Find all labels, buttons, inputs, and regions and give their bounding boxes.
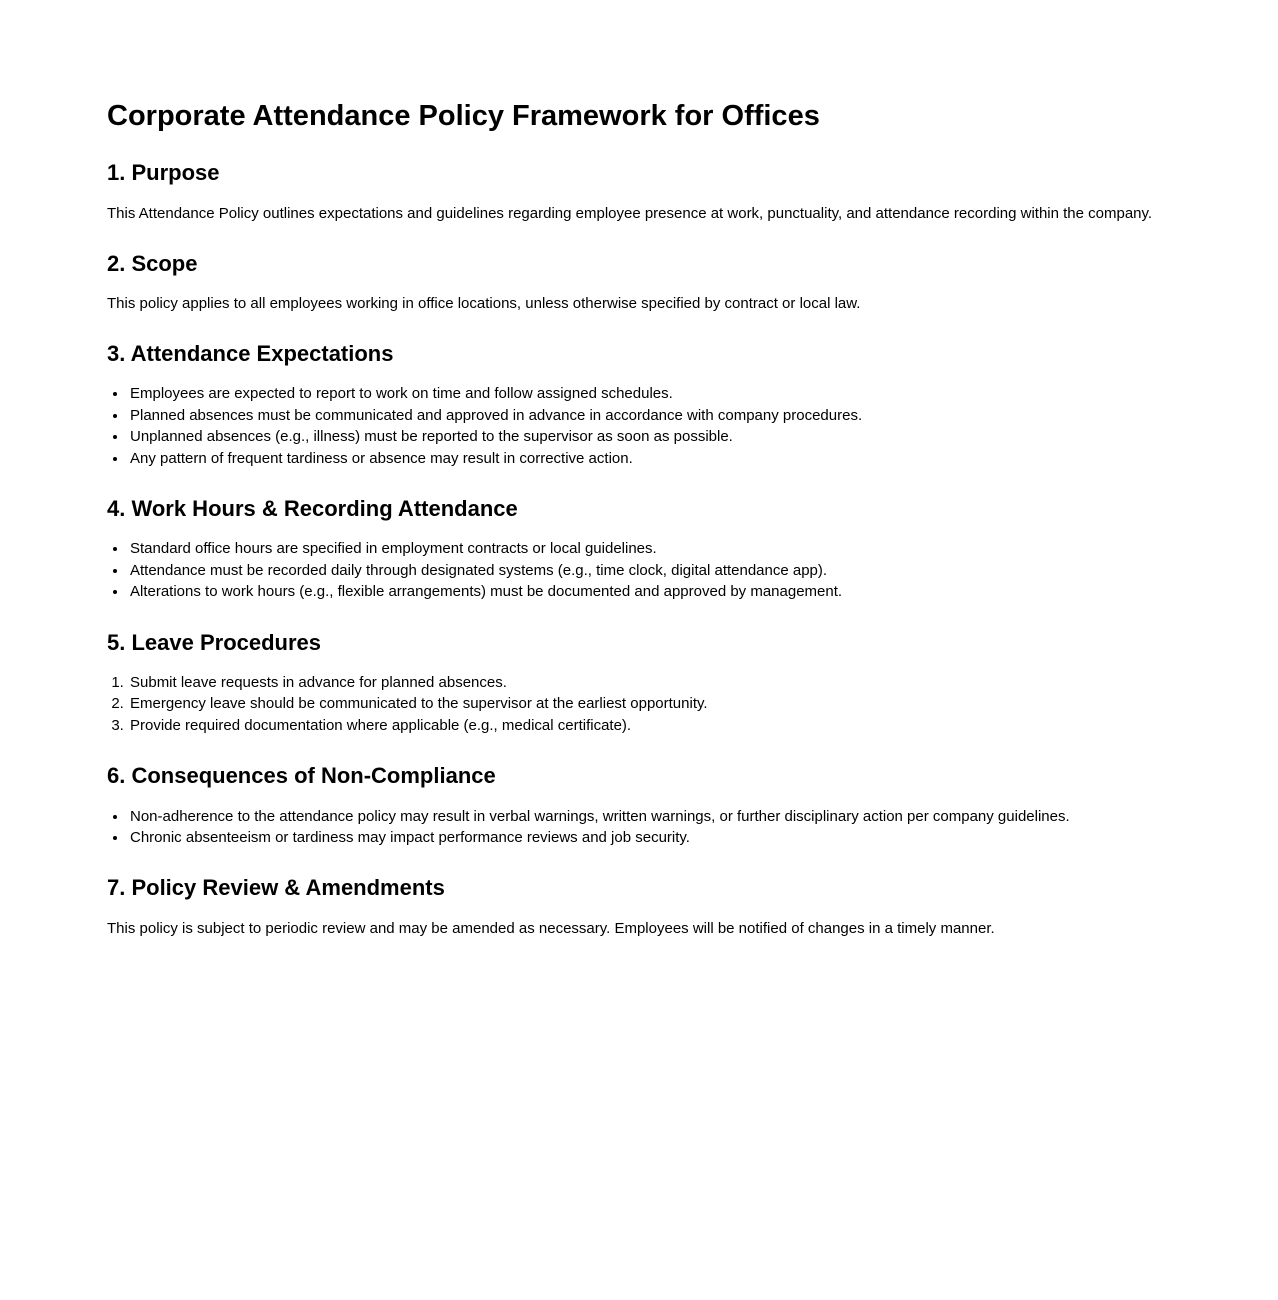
- document-body: [107, 160, 1157, 938]
- section-content: [107, 806, 1157, 849]
- section-content: [107, 203, 1157, 224]
- list-item: • Planned absences must be communicated and approved in advance in accordance with company procedures.: [128, 405, 1157, 426]
- bullet-list: [107, 383, 1157, 469]
- list-item: • Employees are expected to report to work on time and follow assigned schedules.: [128, 383, 1157, 404]
- bullet-list: [107, 538, 1157, 602]
- list-item: • Standard office hours are specified in employment contracts or local guidelines.: [128, 538, 1157, 559]
- section-heading: 6. Consequences of Non-Compliance: [107, 763, 496, 789]
- list-item: • Non-adherence to the attendance policy may result in verbal warnings, written warnings, or further disciplinary action per company guidelines.: [128, 806, 1157, 827]
- section-heading: 7. Policy Review & Amendments: [107, 875, 445, 901]
- list-item: 1. Submit leave requests in advance for planned absences.: [128, 672, 1157, 693]
- list-item: • Alterations to work hours (e.g., flexible arrangements) must be documented and approved by management.: [128, 581, 1157, 602]
- bullet-list: [107, 806, 1157, 849]
- document-section: [107, 160, 1157, 223]
- document-section: [107, 496, 1157, 603]
- section-heading: 2. Scope: [107, 250, 198, 276]
- section-content: [107, 538, 1157, 602]
- list-item: 2. Emergency leave should be communicated to the supervisor at the earliest opportunity.: [128, 693, 1157, 714]
- section-heading: 4. Work Hours & Recording Attendance: [107, 495, 518, 521]
- document-section: [107, 341, 1157, 469]
- section-heading: 1. Purpose: [107, 160, 220, 186]
- section-paragraph: This policy applies to all employees working in office locations, unless otherwise specified by contract or local law.: [107, 294, 861, 312]
- list-item: • Unplanned absences (e.g., illness) must be reported to the supervisor as soon as possible.: [128, 426, 1157, 447]
- section-heading: 5. Leave Procedures: [107, 629, 322, 655]
- section-content: [107, 293, 1157, 314]
- list-item: • Chronic absenteeism or tardiness may impact performance reviews and job security.: [128, 827, 1157, 848]
- list-item: 3. Provide required documentation where applicable (e.g., medical certificate).: [128, 715, 1157, 736]
- section-paragraph: This Attendance Policy outlines expectations and guidelines regarding employee presence at work, punctuality, and attendance recording within the company.: [107, 204, 1153, 222]
- document-section: [107, 630, 1157, 737]
- section-content: [107, 383, 1157, 469]
- document-title: Corporate Attendance Policy Framework for Offices: [107, 100, 820, 132]
- document-section: [107, 763, 1157, 848]
- numbered-list: [107, 672, 1157, 736]
- section-content: [107, 672, 1157, 736]
- section-content: [107, 918, 1157, 939]
- document-section: [107, 875, 1157, 938]
- list-item: • Attendance must be recorded daily through designated systems (e.g., time clock, digital attendance app).: [128, 560, 1157, 581]
- section-heading: 3. Attendance Expectations: [107, 340, 394, 366]
- list-item: • Any pattern of frequent tardiness or absence may result in corrective action.: [128, 448, 1157, 469]
- section-paragraph: This policy is subject to periodic review and may be amended as necessary. Employees will be notified of changes in a timely manner.: [107, 919, 995, 937]
- document-section: [107, 251, 1157, 314]
